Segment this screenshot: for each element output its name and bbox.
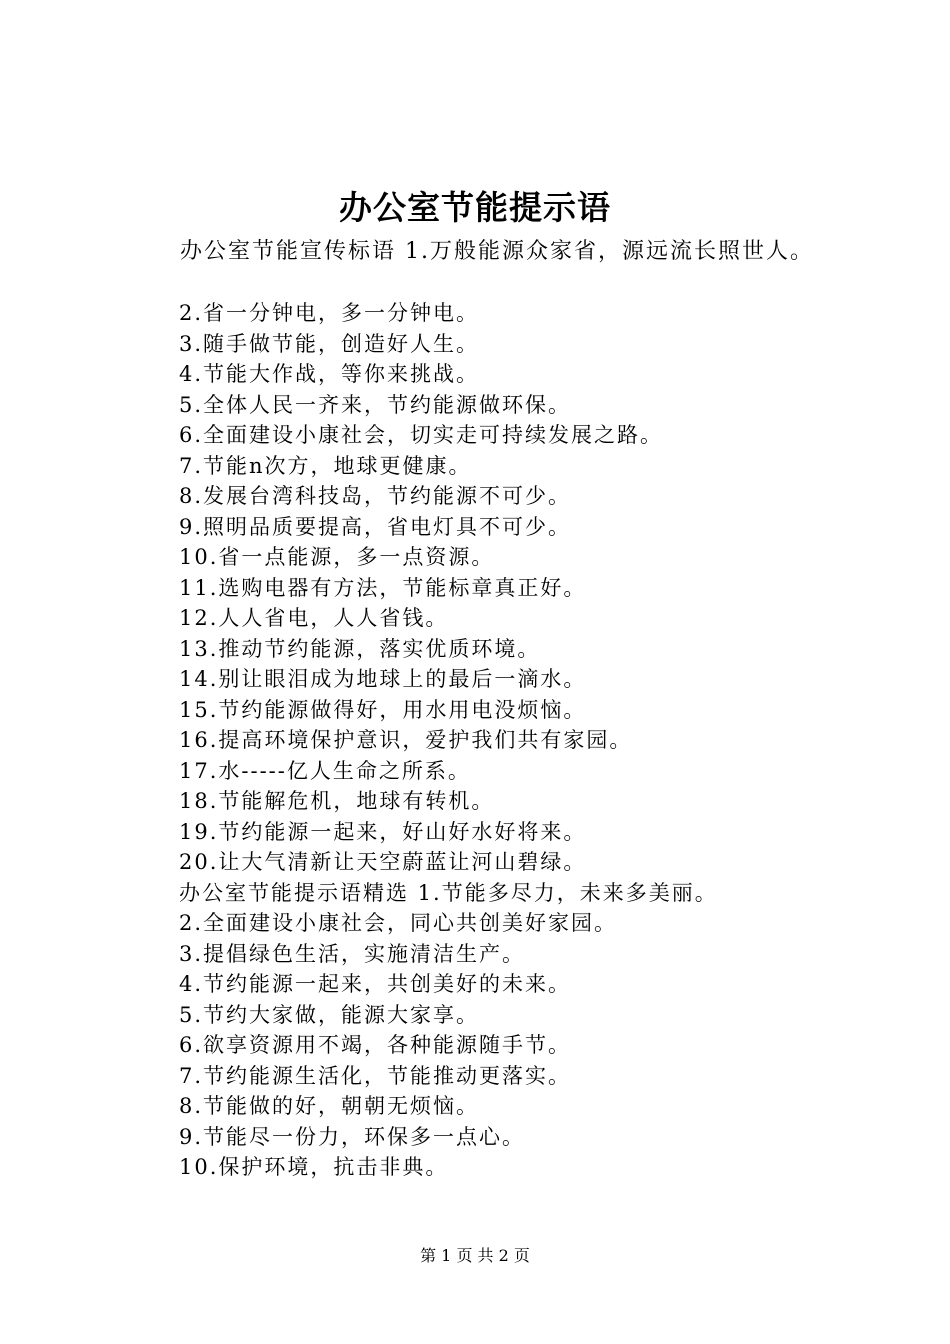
list-item: 办公室节能提示语精选 1.节能多尽力，未来多美丽。 <box>179 880 718 905</box>
list-item: 16.提高环境保护意识，爱护我们共有家园。 <box>179 728 633 752</box>
list-item: 13.推动节约能源，落实优质环境。 <box>179 636 541 661</box>
intro-line: 办公室节能宣传标语 1.万般能源众家省，源远流长照世人。 <box>180 239 814 264</box>
list-item: 18.节能解危机，地球有转机。 <box>179 789 495 813</box>
list-item: 3.随手做节能，创造好人生。 <box>179 331 480 356</box>
list-item: 7.节能n次方，地球更健康。 <box>179 453 472 478</box>
list-item: 5.节约大家做，能源大家享。 <box>179 1002 480 1027</box>
list-item: 6.全面建设小康社会，切实走可持续发展之路。 <box>179 423 664 447</box>
list-item: 9.照明品质要提高，省电灯具不可少。 <box>179 514 572 539</box>
list-item: 7.节约能源生活化，节能推动更落实。 <box>179 1063 572 1088</box>
page-footer: 第 1 页 共 2 页 <box>420 1246 530 1265</box>
list-item: 4.节能大作战，等你来挑战。 <box>179 362 480 386</box>
list-item: 4.节约能源一起来，共创美好的未来。 <box>179 972 572 996</box>
list-item: 12.人人省电，人人省钱。 <box>179 606 449 630</box>
list-item: 15.节约能源做得好，用水用电没烦恼。 <box>179 697 587 722</box>
list-item: 2.省一分钟电，多一分钟电。 <box>179 301 480 325</box>
list-item: 6.欲享资源用不竭，各种能源随手节。 <box>179 1033 572 1057</box>
list-item: 19.节约能源一起来，好山好水好将来。 <box>179 819 587 844</box>
list-item: 2.全面建设小康社会，同心共创美好家园。 <box>179 911 618 935</box>
slogan-list <box>179 298 879 1183</box>
list-item: 9.节能尽一份力，环保多一点心。 <box>179 1124 526 1149</box>
page-title: 办公室节能提示语 <box>339 188 611 227</box>
list-item: 8.节能做的好，朝朝无烦恼。 <box>179 1094 480 1118</box>
list-item: 20.让大气清新让天空蔚蓝让河山碧绿。 <box>179 850 587 874</box>
list-item: 3.提倡绿色生活，实施清洁生产。 <box>179 941 526 966</box>
list-item: 5.全体人民一齐来，节约能源做环保。 <box>179 392 572 417</box>
list-item: 14.别让眼泪成为地球上的最后一滴水。 <box>179 667 587 691</box>
list-item: 11.选购电器有方法，节能标章真正好。 <box>179 575 587 600</box>
list-item: 8.发展台湾科技岛，节约能源不可少。 <box>179 484 572 508</box>
list-item: 10.保护环境，抗击非典。 <box>179 1155 449 1179</box>
list-item: 17.水-----亿人生命之所系。 <box>179 758 471 783</box>
list-item: 10.省一点能源，多一点资源。 <box>179 545 495 569</box>
